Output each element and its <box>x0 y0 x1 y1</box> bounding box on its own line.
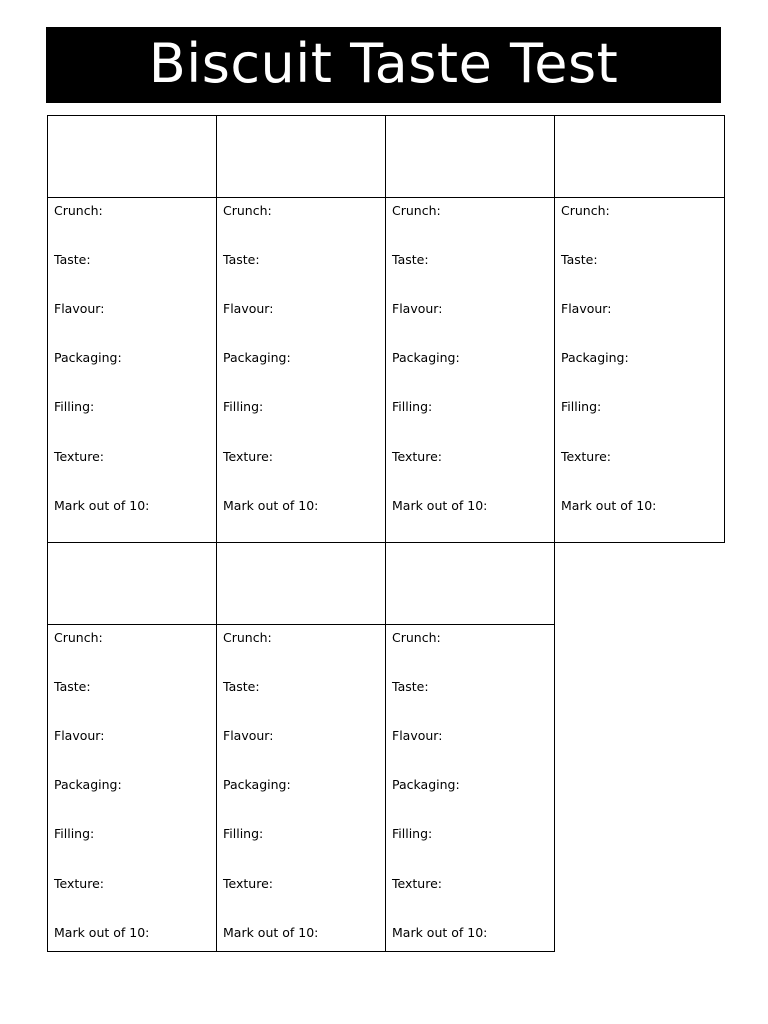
criterion-label: Texture: <box>223 449 273 464</box>
criterion-label: Taste: <box>392 679 429 694</box>
criterion-label: Filling: <box>561 399 602 414</box>
criterion-label: Flavour: <box>392 301 443 316</box>
criterion-label: Packaging: <box>561 350 629 365</box>
criterion-label: Packaging: <box>392 777 460 792</box>
criterion-label: Taste: <box>54 252 91 267</box>
table-border-bottom <box>47 951 555 952</box>
criterion-label: Filling: <box>223 826 264 841</box>
criterion-label: Taste: <box>223 252 260 267</box>
biscuit-name-cell[interactable] <box>48 116 216 197</box>
criterion-label: Filling: <box>54 826 95 841</box>
biscuit-name-cell[interactable] <box>48 543 216 624</box>
criterion-label: Packaging: <box>223 350 291 365</box>
criterion-label: Flavour: <box>392 728 443 743</box>
biscuit-name-cell[interactable] <box>217 116 385 197</box>
criterion-label: Crunch: <box>223 203 272 218</box>
page-title: Biscuit Taste Test <box>148 32 619 95</box>
criterion-label: Filling: <box>392 826 433 841</box>
criterion-label: Texture: <box>54 449 104 464</box>
criterion-label: Packaging: <box>392 350 460 365</box>
criterion-label: Crunch: <box>54 630 103 645</box>
column-divider <box>724 115 725 543</box>
criterion-label: Mark out of 10: <box>223 925 319 940</box>
name-row-divider <box>47 624 555 625</box>
criterion-label: Mark out of 10: <box>392 498 488 513</box>
criterion-label: Texture: <box>223 876 273 891</box>
biscuit-name-cell[interactable] <box>555 116 724 197</box>
criterion-label: Flavour: <box>54 728 105 743</box>
criterion-label: Crunch: <box>223 630 272 645</box>
criterion-label: Filling: <box>54 399 95 414</box>
title-banner <box>46 27 721 103</box>
criterion-label: Mark out of 10: <box>392 925 488 940</box>
criterion-label: Flavour: <box>223 301 274 316</box>
criterion-label: Texture: <box>54 876 104 891</box>
biscuit-name-cell[interactable] <box>217 543 385 624</box>
criterion-label: Texture: <box>392 876 442 891</box>
criterion-label: Taste: <box>54 679 91 694</box>
criterion-label: Crunch: <box>561 203 610 218</box>
criterion-label: Taste: <box>223 679 260 694</box>
column-divider <box>554 542 555 952</box>
criterion-label: Texture: <box>392 449 442 464</box>
criterion-label: Mark out of 10: <box>223 498 319 513</box>
criterion-label: Flavour: <box>223 728 274 743</box>
criterion-label: Taste: <box>392 252 429 267</box>
criterion-label: Crunch: <box>392 630 441 645</box>
criterion-label: Flavour: <box>54 301 105 316</box>
criterion-label: Packaging: <box>54 350 122 365</box>
criterion-label: Taste: <box>561 252 598 267</box>
name-row-divider <box>47 197 725 198</box>
biscuit-name-cell[interactable] <box>386 543 554 624</box>
criterion-label: Packaging: <box>223 777 291 792</box>
criterion-label: Packaging: <box>54 777 122 792</box>
criterion-label: Mark out of 10: <box>54 498 150 513</box>
criterion-label: Mark out of 10: <box>54 925 150 940</box>
criterion-label: Filling: <box>392 399 433 414</box>
criterion-label: Crunch: <box>392 203 441 218</box>
biscuit-name-cell[interactable] <box>386 116 554 197</box>
criterion-label: Mark out of 10: <box>561 498 657 513</box>
criterion-label: Filling: <box>223 399 264 414</box>
criterion-label: Texture: <box>561 449 611 464</box>
criterion-label: Flavour: <box>561 301 612 316</box>
criterion-label: Crunch: <box>54 203 103 218</box>
